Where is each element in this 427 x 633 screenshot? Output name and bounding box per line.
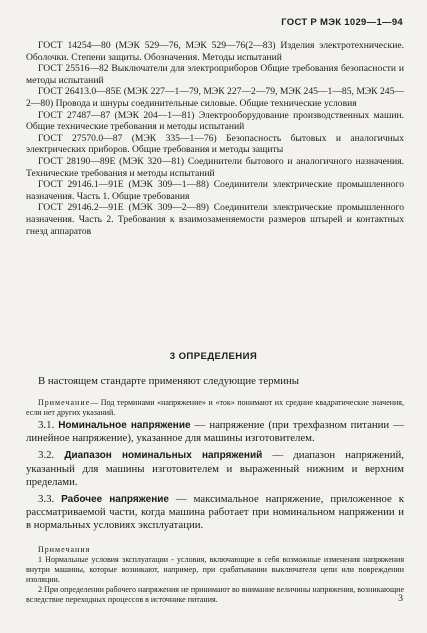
- definition-text: — диапазон напряжений, указанный для машины изготовителем и выраженный нижним и верхним пределами.: [26, 449, 404, 488]
- definition-item: [26, 493, 404, 533]
- definition-term: Диапазон номинальных напряжений: [64, 450, 263, 462]
- definition-number: 3.2.: [38, 449, 55, 462]
- page-number: 3: [398, 594, 403, 604]
- definition-term: Рабочее напряжение: [61, 494, 169, 506]
- definition-text: — напряжение (при трехфазном питании — линейное напряжение), указанное для машины изготовителем.: [26, 419, 404, 445]
- reference-item: ГОСТ 27570.0—87 (МЭК 335—1—76) Безопасность бытовых и аналогичных электрических приборов. Общие требования и методы защиты: [26, 132, 404, 156]
- note-label: Примечание: [38, 398, 91, 407]
- definition-item: [26, 449, 404, 489]
- note-item: 1 Нормальные условия эксплуатации - условия, включающие в себя возможные изменения напряжения внутри машины, которые возникают, например, при срабатывании выключателя цепи или повреждении изоляции.: [26, 555, 404, 584]
- definition-number: 3.1.: [38, 419, 55, 431]
- reference-item: ГОСТ 14254—80 (МЭК 529—76, МЭК 529—76(2—83) Изделия электротехнические. Оболочки. Степени защиты. Обозначения. Методы испытаний: [26, 40, 404, 63]
- definition-term: Номинальное напряжение: [58, 420, 191, 431]
- definition-text: — максимальное напряжение, приложенное к рассматриваемой части, когда машина работает при номинальном напряжении и в нормальных условиях эксплуатации.: [26, 493, 404, 532]
- reference-list: [26, 40, 404, 237]
- reference-item: ГОСТ 25516—82 Выключатели для электроприборов Общие требования безопасности и методы испытаний: [26, 63, 404, 86]
- section-heading: 3 ОПРЕДЕЛЕНИЯ: [169, 351, 258, 362]
- definitions-list: [26, 419, 404, 537]
- definition-item: [26, 419, 404, 445]
- notes-heading: Примечания: [38, 545, 91, 554]
- note-item: 2 При определении рабочего напряжения не принимают во внимание величины напряжения, возникающие вследствие переходных процессов в источнике питания.: [26, 585, 404, 604]
- reference-item: ГОСТ 26413.0—85Е (МЭК 227—1—79, МЭК 227—2—79, МЭК 245—1—85, МЭК 245—2—80) Провода и шнуры соединительные силовые. Общие технические условия: [26, 86, 404, 109]
- reference-item: ГОСТ 29146.1—91Е (МЭК 309—1—88) Соединители электрические промышленного назначения. Часть 1. Общие требования: [26, 179, 404, 202]
- page-header: ГОСТ Р МЭК 1029—1—94: [281, 17, 403, 28]
- reference-item: ГОСТ 28190—89Е (МЭК 320—81) Соединители бытового и аналогичного назначения. Технические требования и методы испытаний: [26, 155, 404, 179]
- definition-number: 3.3.: [38, 493, 55, 506]
- intro-paragraph: В настоящем стандарте применяют следующие термины: [38, 375, 300, 387]
- note-text: — Под терминами «напряжение» и «ток» понимают их средние квадратические значения, если нет других указаний.: [26, 398, 404, 417]
- notes-block: [26, 545, 404, 605]
- note-paragraph: [26, 398, 404, 418]
- reference-item: ГОСТ 29146.2—91Е (МЭК 309—2—89) Соединители электрические промышленного назначения. Часть 2. Требования к взаимозаменяемости размеров штырей и контактных гнезд аппаратов: [26, 202, 404, 237]
- reference-item: ГОСТ 27487—87 (МЭК 204—1—81) Электрооборудование производственных машин. Общие технические требования и методы испытаний: [26, 109, 404, 133]
